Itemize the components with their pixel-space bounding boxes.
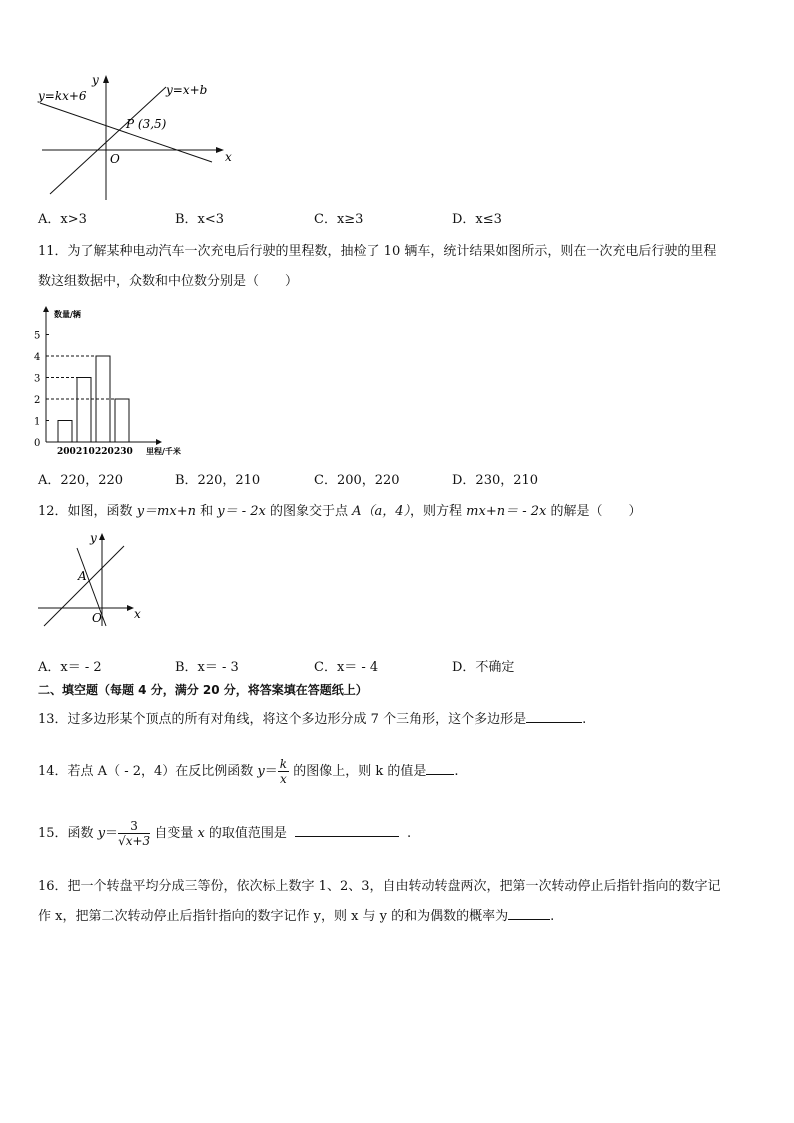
y-tick-label: 0	[34, 438, 41, 449]
q10-option-d[interactable]: D．x≤3	[452, 212, 502, 227]
point-a-label: A	[78, 569, 87, 583]
q11-text-line1: 11．为了解某种电动汽车一次充电后行驶的里程数，抽检了 10 辆车，统计结果如图所示，则在一次充电后行驶的里程	[38, 244, 717, 259]
point-p-label: P (3,5)	[126, 117, 167, 131]
q12-equation: mx+n＝ - 2x	[466, 504, 547, 519]
x-tick-label: 200	[57, 447, 76, 457]
q14-eq: ＝	[264, 764, 278, 779]
q10-figure	[30, 70, 240, 205]
q15-var: x	[197, 826, 205, 841]
q14-answer-blank[interactable]	[426, 773, 454, 775]
q12-point-a: A（a，4）	[352, 504, 411, 519]
y-axis-arrow	[43, 306, 49, 312]
q13-end: .	[582, 712, 587, 727]
q12-option-b[interactable]: B．x＝ - 3	[175, 660, 239, 675]
q12-option-a[interactable]: A．x＝ - 2	[38, 660, 102, 675]
y-axis-label: y	[90, 531, 97, 545]
q11-text-line2: 数这组数据中，众数和中位数分别是（ ）	[38, 274, 299, 289]
y-axis-title: 数量/辆	[54, 309, 81, 319]
q14-denominator: x	[280, 772, 287, 786]
q15-eq: ＝	[105, 826, 119, 841]
q14-numerator: k	[279, 757, 288, 771]
q13-body: 13．过多边形某个顶点的所有对角线，将这个多边形分成 7 个三角形，这个多边形是	[38, 712, 527, 727]
origin-label: O	[110, 152, 120, 166]
q15-answer-blank[interactable]	[295, 835, 399, 837]
q13-text	[38, 708, 586, 727]
q16-end: .	[550, 909, 555, 924]
x-axis-title: 里程/千米	[146, 446, 181, 456]
q15-end: .	[406, 826, 412, 841]
origin-label: O	[92, 611, 102, 625]
q13-answer-blank[interactable]	[526, 721, 582, 723]
q11-option-a[interactable]: A．220，220	[38, 473, 124, 488]
q16-text-line2	[38, 905, 554, 924]
x-axis-label: x	[134, 607, 141, 621]
y-tick-label: 3	[34, 373, 41, 385]
section-heading: 二、填空题（每题 4 分，满分 20 分，将答案填在答题纸上）	[38, 683, 368, 697]
q14-text	[38, 757, 458, 787]
q10-option-c[interactable]: C．x≥3	[314, 212, 364, 227]
q12-option-c[interactable]: C．x＝ - 4	[314, 660, 379, 675]
x-tick-label: 220	[95, 447, 114, 457]
q15-denominator: x+3	[125, 834, 151, 848]
y-tick-label: 4	[34, 352, 41, 363]
q16-body: 作 x，把第二次转动停止后指针指向的数字记作 y，则 x 与 y 的和为偶数的概率为	[38, 909, 509, 924]
bar	[77, 378, 91, 443]
line2-label: y=x+b	[166, 83, 208, 97]
q15-text	[38, 817, 411, 851]
q16-text-line1: 16．把一个转盘平均分成三等份，依次标上数字 1、2、3，自由转动转盘两次，把第一次转动停止后指针指向的数字记	[38, 879, 721, 894]
q14-fraction	[278, 757, 289, 786]
x-tick-label: 210	[76, 447, 95, 457]
q15-fraction	[118, 819, 150, 848]
q14-y: y	[257, 764, 265, 779]
q15-y: y	[97, 826, 106, 841]
q12-mid: 和	[195, 504, 218, 519]
y-axis-arrow	[99, 533, 105, 540]
x-tick-label: 230	[114, 447, 133, 457]
q12-text	[38, 500, 642, 519]
q15-denominator-wrap	[118, 834, 150, 848]
q12-prefix: 12．如图，函数	[38, 504, 137, 519]
x-axis-arrow	[156, 439, 162, 445]
line-mx-plus-n	[44, 546, 124, 626]
line1-label: y=kx+6	[38, 89, 87, 103]
bar	[58, 421, 72, 443]
q14-prefix: 14．若点 A（ - 2，4）在反比例函数	[38, 764, 258, 779]
q11-option-c[interactable]: C．200，220	[314, 473, 400, 488]
q12-option-d[interactable]: D．不确定	[452, 660, 515, 675]
q15-mid: 自变量	[150, 826, 198, 841]
q11-option-d[interactable]: D．230，210	[452, 473, 539, 488]
q12-figure	[32, 530, 147, 630]
q14-end: .	[454, 764, 459, 779]
q15-suffix: 的取值范围是	[204, 826, 287, 841]
q14-suffix: 的图像上，则 k 的值是	[289, 764, 427, 779]
q10-option-b[interactable]: B．x<3	[175, 212, 225, 227]
bar	[115, 399, 129, 442]
y-tick-label: 5	[34, 330, 41, 342]
q12-mid3: ，则方程	[410, 504, 467, 519]
y-axis-label: y	[92, 73, 99, 87]
q15-prefix: 15．函数	[38, 826, 98, 841]
q15-numerator: 3	[118, 819, 150, 834]
y-tick-label: 2	[34, 395, 41, 406]
q12-suffix: 的解是（ ）	[546, 504, 642, 519]
q11-bar-chart	[30, 302, 210, 457]
y-tick-label: 1	[34, 416, 41, 428]
line-kx-plus-6	[40, 103, 212, 162]
q10-option-a[interactable]: A．x>3	[38, 212, 87, 227]
q16-answer-blank[interactable]	[508, 918, 550, 920]
q12-function-1: y＝mx+n	[136, 504, 196, 519]
sqrt-icon: √	[118, 834, 126, 848]
y-axis-arrow	[103, 75, 109, 83]
x-axis-arrow	[127, 605, 134, 611]
x-axis-label: x	[225, 150, 232, 164]
x-axis-arrow	[216, 147, 224, 153]
q11-option-b[interactable]: B．220，210	[175, 473, 261, 488]
q12-function-2: y＝ - 2x	[217, 504, 266, 519]
q12-mid2: 的图象交于点	[265, 504, 353, 519]
